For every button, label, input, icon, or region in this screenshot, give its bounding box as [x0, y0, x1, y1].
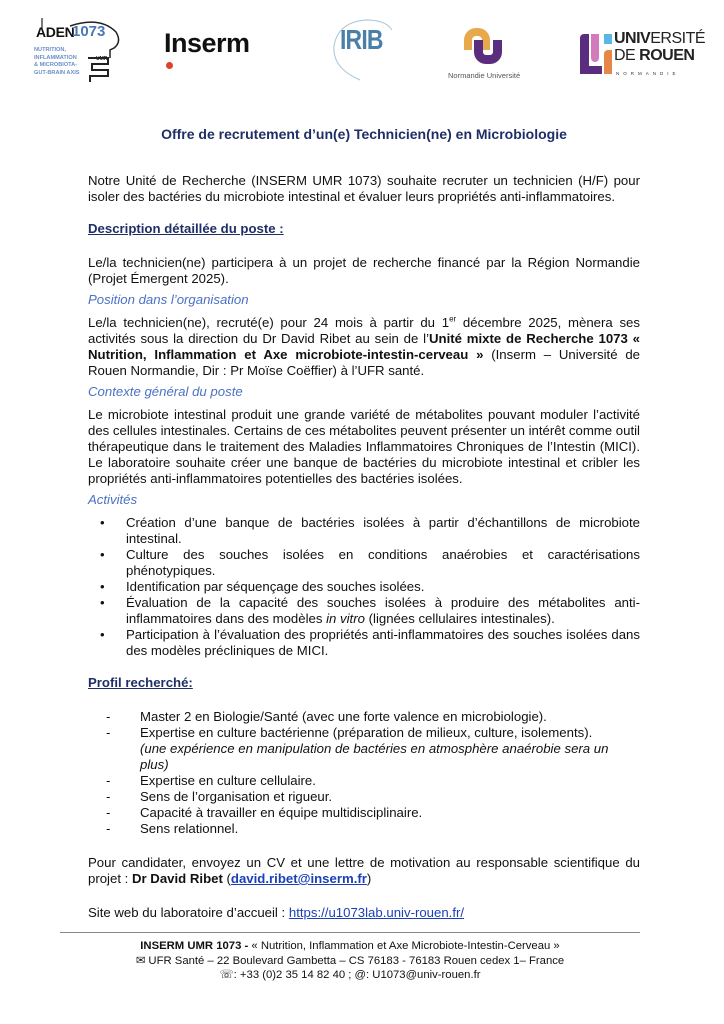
aden-logo [30, 14, 130, 86]
footer-divider [60, 932, 640, 933]
aden-subtitle: NUTRITION, INFLAMMATION & MICROBIOTA- GUT-BRAIN AXIS [34, 47, 80, 76]
normandie-label: Normandie Université [448, 71, 521, 80]
list-item: - Expertise en culture bactérienne (préparation de milieux, culture, isolements). (une expérience en manipulation de bactéries en atmosphère anaérobie sera un plus) [140, 725, 640, 773]
profile-note: (une expérience en manipulation de bactéries en atmosphère anaérobie sera un plus) [140, 741, 609, 772]
intro-paragraph: Notre Unité de Recherche (INSERM UMR 1073) souhaite recruter un technicien (H/F) pour isoler des bactéries du microbiote intestinal et évaluer leurs propriétés anti-inflammatoires. [88, 173, 640, 204]
header-logos [0, 0, 724, 100]
footer [60, 939, 640, 983]
aden-number: 1073 [72, 23, 106, 40]
rouen-line1: UNIVERSITÉ [614, 30, 706, 47]
lab-website-link[interactable]: https://u1073lab.univ-rouen.fr/ [288, 905, 465, 920]
irib-logo [330, 18, 410, 82]
list-item: - Capacité à travailler en équipe multidisciplinaire. [140, 805, 640, 821]
phone-icon: ☏ [219, 969, 234, 981]
list-item: • Évaluation de la capacité des souches isolées à produire des métabolites anti-inflammatoires dans des modèles in vitro (lignées cellulaires intestinales). [126, 595, 640, 627]
list-item: - Sens de l’organisation et rigueur. [140, 789, 640, 805]
job-offer-document [88, 125, 640, 921]
list-item: - Expertise en culture cellulaire. [140, 773, 640, 789]
universite-rouen-logo [580, 30, 720, 78]
envelope-icon: ✉ [135, 954, 146, 967]
position-heading: Position dans l’organisation [88, 292, 249, 307]
context-paragraph: Le microbiote intestinal produit une grande variété de métabolites pouvant moduler l’activité des cellules intestinales. Certains de ces métabolites peuvent présenter un intérêt comme outil thérapeutique dans le traitement des Maladies Inflammatoires Chroniques de l’Intestin (MICI). Le laboratoire souhaite créer une banque de bactéries du microbiote intestinal et cribler les propriétés anti-inflammatoires potentielles des bactéries isolées. [88, 407, 640, 486]
page-title: Offre de recrutement d’un(e) Technicien(ne) en Microbiologie [161, 126, 567, 142]
apply-paragraph: Pour candidater, envoyez un CV et une lettre de motivation au responsable scientifique du projet : Dr David Ribet (david.ribet@inserm.fr) [88, 855, 640, 886]
inserm-logo [164, 28, 274, 68]
profile-heading: Profil recherché: [88, 675, 193, 690]
list-item: • Création d’une banque de bactéries isolées à partir d’échantillons de microbiote intestinal. [126, 515, 640, 547]
website-paragraph: Site web du laboratoire d’accueil : https://u1073lab.univ-rouen.fr/ [88, 905, 465, 920]
context-heading: Contexte général du poste [88, 384, 243, 399]
aden-wordmark: ADEN [36, 24, 75, 40]
description-paragraph: Le/la technicien(ne) participera à un projet de recherche financé par la Région Normandie (Projet Émergent 2025). [88, 255, 640, 286]
activities-list [126, 515, 640, 659]
list-item: • Identification par séquençage des souches isolées. [126, 579, 640, 595]
normandie-purple-shape-icon [474, 40, 502, 64]
inserm-wordmark: Inserm [164, 28, 250, 58]
profile-list [140, 709, 640, 837]
footer-address: ✉ UFR Santé – 22 Boulevard Gambetta – CS 76183 - 76183 Rouen cedex 1– France [135, 954, 565, 967]
contact-name: Dr David Ribet [131, 871, 223, 886]
list-item: • Culture des souches isolées en conditions anaérobies et caractérisations phénotypiques. [126, 547, 640, 579]
contact-email-link[interactable]: david.ribet@inserm.fr [230, 871, 367, 886]
rouen-line2: DE ROUEN [614, 47, 695, 64]
irib-wordmark: IRIB [340, 24, 383, 55]
aden-umr: UMR [96, 56, 108, 62]
footer-unit: INSERM UMR 1073 - « Nutrition, Inflammation et Axe Microbiote-Intestin-Cerveau » [140, 940, 560, 952]
list-item: • Participation à l’évaluation des propriétés anti-inflammatoires des souches isolées dans des modèles précliniques de MICI. [126, 627, 640, 659]
activities-heading: Activités [88, 492, 138, 507]
rouen-line3: NORMANDIE [616, 71, 680, 76]
footer-contact: ☏: +33 (0)2 35 14 82 40 ; @: U1073@univ-rouen.fr [219, 969, 481, 981]
position-paragraph: Le/la technicien(ne), recruté(e) pour 24 mois à partir du 1er décembre 2025, mènera ses activités sous la direction du Dr David Ribet au sein de l’Unité mixte de Recherche 1073 « Nutrition, Inflammation et Axe microbiote-intestin-cerveau » (Inserm – Université de Rouen Normandie, Dir : Pr Moïse Coëffier) à l’UFR santé. [88, 314, 641, 378]
list-item: - Sens relationnel. [140, 821, 640, 837]
normandie-universite-logo [448, 26, 548, 80]
description-heading: Description détaillée du poste : [88, 221, 284, 236]
inserm-dot-icon [166, 62, 173, 69]
list-item: - Master 2 en Biologie/Santé (avec une forte valence en microbiologie). [140, 709, 640, 725]
